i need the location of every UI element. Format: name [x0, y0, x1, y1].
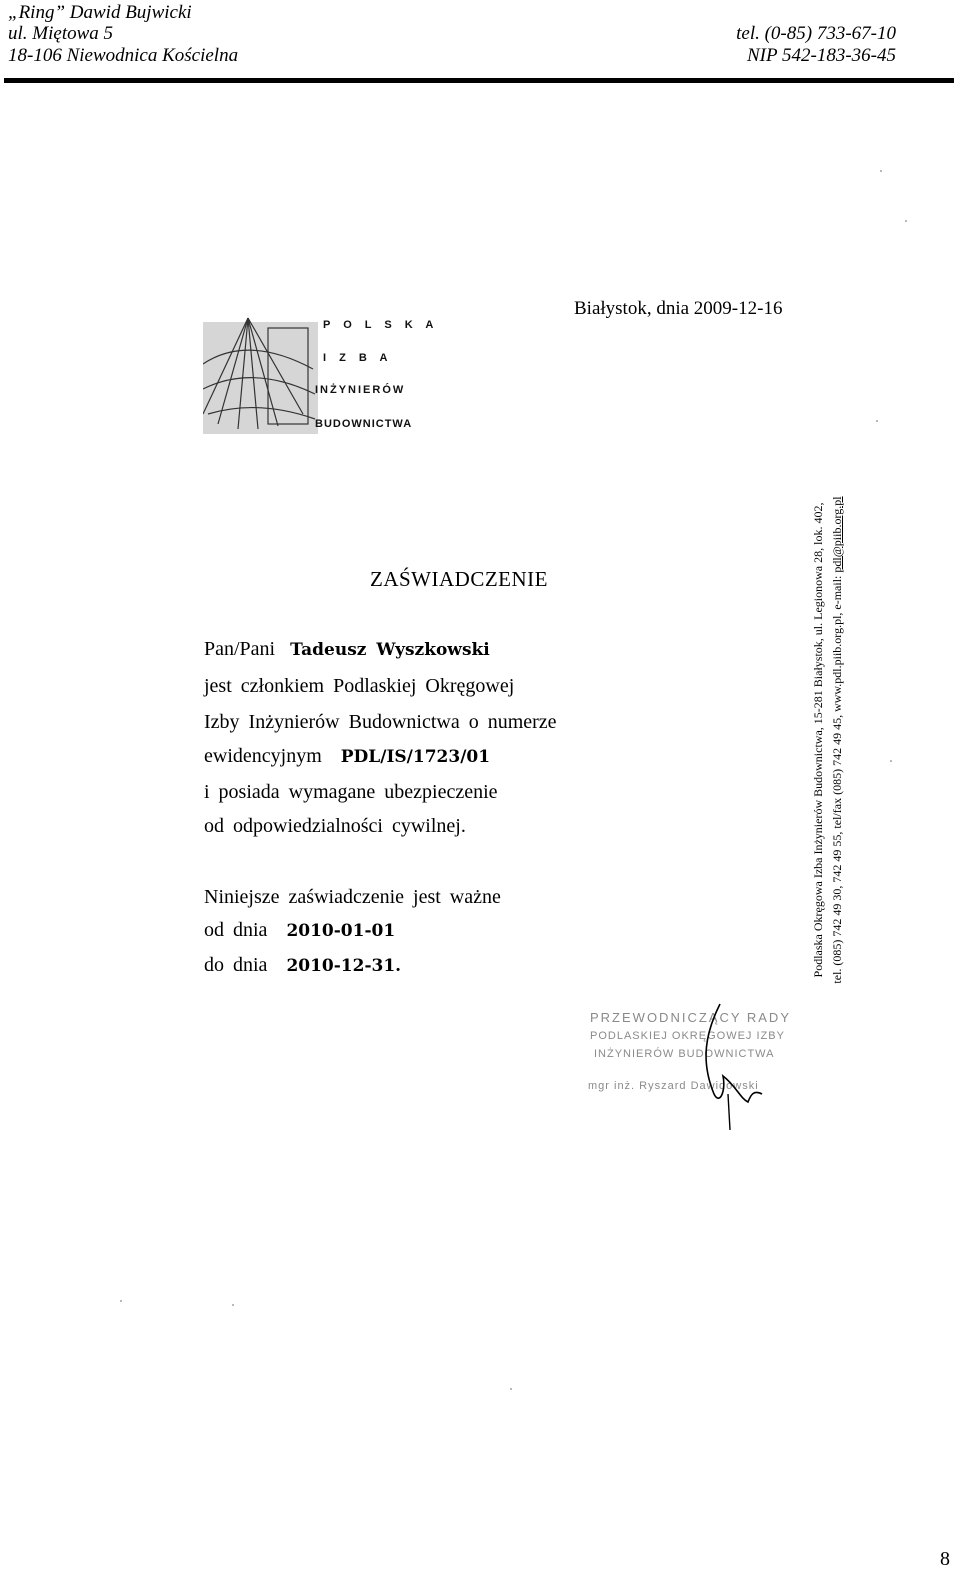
stamp-line-1: PRZEWODNICZĄCY RADY	[590, 1010, 791, 1025]
valid-to-date: 2010-12-31.	[286, 956, 402, 976]
official-stamp	[588, 1002, 810, 1132]
letterhead	[0, 0, 960, 84]
logo-line-budownictwa: BUDOWNICTWA	[315, 418, 413, 430]
side-note-address: Podlaska Okręgowa Izba Inżynierów Budownictwa, 15-281 Białystok, ul. Legionowa 28, lok. 402,	[811, 502, 825, 978]
registration-label: ewidencyjnym	[204, 745, 322, 767]
membership-line: jest członkiem Podlaskiej Okręgowej	[204, 675, 515, 697]
company-nip: NIP 542-183-36-45	[747, 45, 896, 66]
document-title: ZAŚWIADCZENIE	[370, 567, 548, 591]
liability-line: od odpowiedzialności cywilnej.	[204, 815, 466, 837]
chamber-line: Izby Inżynierów Budownictwa o numerze	[204, 711, 557, 733]
valid-to-label: do dnia	[204, 954, 268, 976]
logo-line-polska: P O L S K A	[323, 319, 439, 331]
header-rule	[4, 78, 954, 83]
logo-line-izba: I Z B A	[323, 352, 393, 364]
logo-graphic-icon	[203, 314, 318, 434]
registration-number: PDL/IS/1723/01	[340, 747, 491, 767]
valid-from-date: 2010-01-01	[286, 921, 396, 941]
scan-speck	[905, 220, 907, 222]
scan-speck	[890, 760, 892, 762]
scan-speck	[876, 420, 878, 422]
member-name: Tadeusz Wyszkowski	[290, 640, 490, 660]
logo-line-inzynierow: INŻYNIERÓW	[315, 384, 406, 396]
company-name: „Ring” Dawid Bujwicki	[8, 2, 192, 23]
stamp-line-4: mgr inż. Ryszard Dawidowski	[588, 1080, 759, 1092]
scan-speck	[880, 170, 882, 172]
stamp-line-3: INŻYNIERÓW BUDOWNICTWA	[594, 1048, 775, 1060]
company-phone: tel. (0-85) 733-67-10	[736, 23, 896, 44]
company-street: ul. Miętowa 5	[8, 23, 114, 44]
scan-speck	[510, 1388, 512, 1390]
stamp-line-2: PODLASKIEJ OKRĘGOWEJ IZBY	[590, 1030, 785, 1042]
valid-to-line	[204, 953, 401, 978]
page-number: 8	[940, 1548, 950, 1570]
scan-speck	[120, 1300, 122, 1302]
registration-line	[204, 744, 490, 769]
signature-icon	[588, 1002, 810, 1132]
scan-speck	[232, 1304, 234, 1306]
side-contact-note	[808, 460, 848, 1020]
valid-from-line	[204, 918, 395, 943]
salutation: Pan/Pani	[204, 638, 276, 660]
chamber-logo	[203, 314, 473, 442]
valid-from-label: od dnia	[204, 919, 268, 941]
place-date: Białystok, dnia 2009-12-16	[574, 298, 783, 319]
side-note-contacts: tel. (085) 742 49 30, 742 49 55, tel/fax (085) 742 49 45, www.pdl.piib.org.pl, e-mail: pdl@piib.org.pl	[830, 496, 844, 984]
side-note-email: pdl@piib.org.pl	[830, 496, 844, 573]
validity-intro: Niniejsze zaświadczenie jest ważne	[204, 886, 501, 908]
member-line	[204, 637, 490, 662]
company-city: 18-106 Niewodnica Kościelna	[8, 45, 239, 66]
insurance-line: i posiada wymagane ubezpieczenie	[204, 781, 498, 803]
